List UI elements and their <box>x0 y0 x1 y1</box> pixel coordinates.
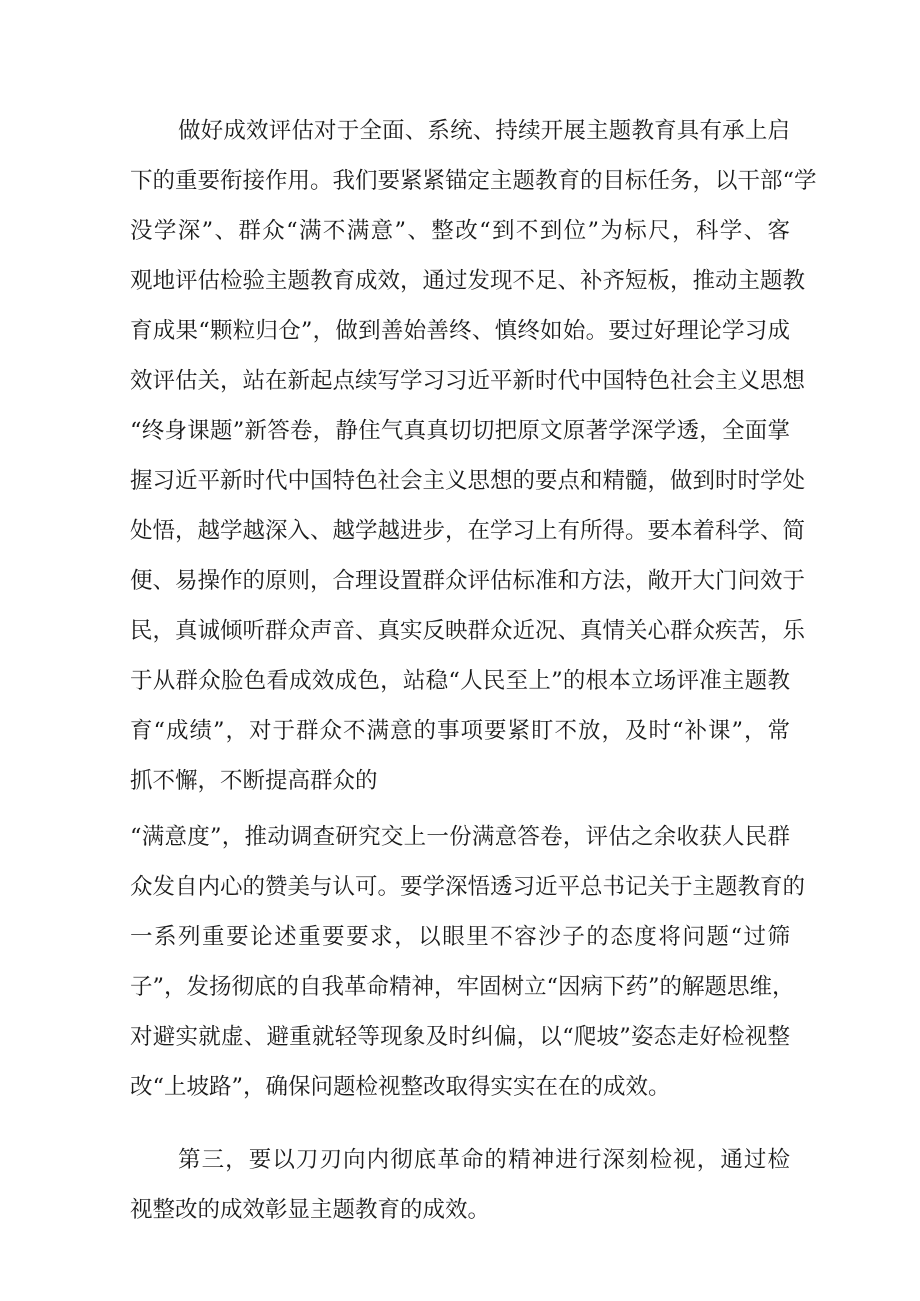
text-line: 做好成效评估对于全面、系统、持续开展主题教育具有承上启 <box>178 118 790 144</box>
text-line: 观地评估检验主题教育成效，通过发现不足、补齐短板，推动主题教 <box>130 268 806 294</box>
text-line: “终身课题”新答卷，静住气真真切切把原文原著学深学透，全面掌 <box>130 418 790 444</box>
text-line: 视整改的成效彰显主题教育的成效。 <box>130 1197 491 1223</box>
text-line: 便、易操作的原则，合理设置群众评估标准和方法，敞开大门问效于 <box>130 568 806 594</box>
text-line: 改“上坡路”，确保问题检视整改取得实实在在的成效。 <box>130 1074 671 1100</box>
text-line: 握习近平新时代中国特色社会主义思想的要点和精髓，做到时时学处 <box>130 468 806 494</box>
text-line: 民，真诚倾听群众声音、真实反映群众近况、真情关心群众疾苦，乐 <box>130 618 806 644</box>
text-line: 抓不懈，不断提高群众的 <box>130 768 378 794</box>
text-line: 育成果“颗粒归仓”，做到善始善终、慎终如始。要过好理论学习成 <box>130 318 790 344</box>
text-line: 没学深”、群众“满不满意”、整改“到不到位”为标尺，科学、客 <box>130 218 790 244</box>
text-line: 育“成绩”，对于群众不满意的事项要紧盯不放，及时“补课”，常 <box>130 718 790 744</box>
text-line: 效评估关，站在新起点续写学习习近平新时代中国特色社会主义思想 <box>130 368 806 394</box>
text-line: 对避实就虚、避重就轻等现象及时纠偏，以“爬坡”姿态走好检视整 <box>130 1024 790 1050</box>
text-line: 第三，要以刀刃向内彻底革命的精神进行深刻检视，通过检 <box>178 1147 790 1173</box>
text-line: 于从群众脸色看成效成色，站稳“人民至上”的根本立场评准主题教 <box>130 668 790 694</box>
text-line: 众发自内心的赞美与认可。要学深悟透习近平总书记关于主题教育的 <box>130 874 806 900</box>
text-line: 一系列重要论述重要要求，以眼里不容沙子的态度将问题“过筛 <box>130 924 790 950</box>
text-line: 下的重要衔接作用。我们要紧紧锚定主题教育的目标任务，以干部“学 <box>130 168 817 194</box>
text-line: 处悟，越学越深入、越学越进步，在学习上有所得。要本着科学、简 <box>130 518 806 544</box>
text-line: “满意度”，推动调查研究交上一份满意答卷，评估之余收获人民群 <box>130 824 790 850</box>
text-line: 子”，发扬彻底的自我革命精神，牢固树立“因病下药”的解题思维， <box>130 974 795 1000</box>
